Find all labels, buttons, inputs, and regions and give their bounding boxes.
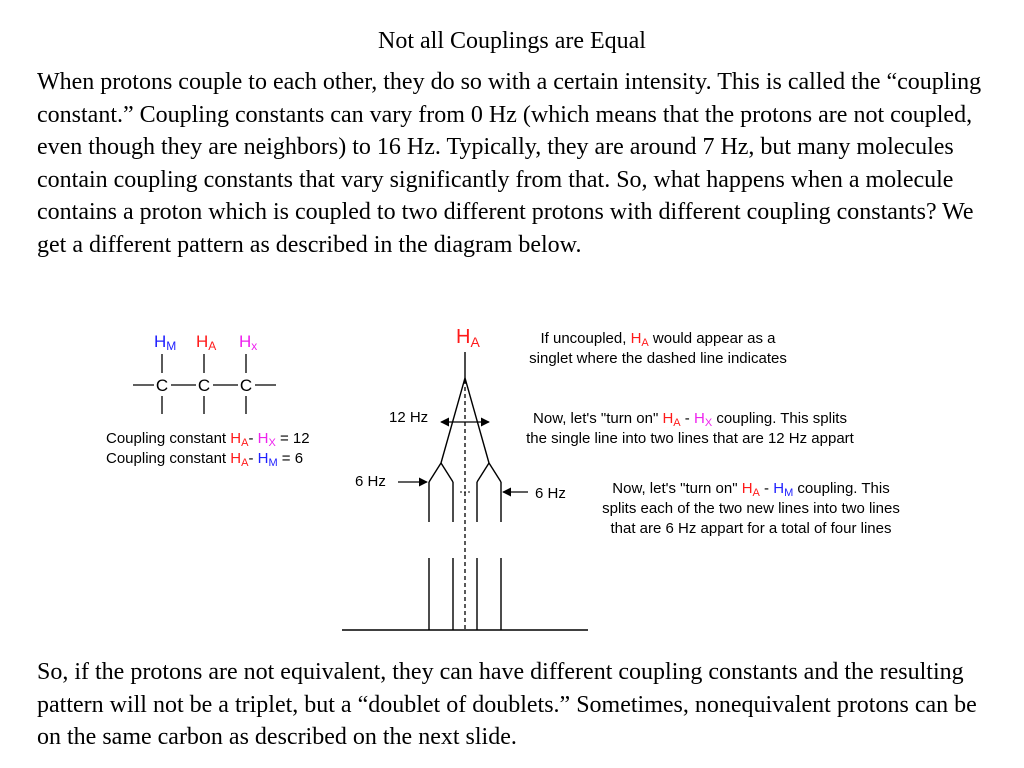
intro-paragraph: When protons couple to each other, they do so with a certain intensity. This is called the “coupling constant.” Coupling constants can vary from 0 Hz (which means that the protons are not coupled, even though they are neighbors) to 16 Hz. Typically, they are around 7 Hz, but many molecules contain coupling constants that vary significantly from that. So, what happens when a molecule contains a proton which is coupled to two different protons with different coupling constants? We get a different pattern as described in the diagram below. (37, 69, 982, 258)
label-6hz-right: 6 Hz (535, 485, 566, 502)
split-12-right (465, 378, 489, 463)
carbon-3: C (239, 376, 253, 395)
coupling-constant-am: Coupling constant $H_A-$ $H_M = 6$ (106, 450, 304, 469)
split-6-right-a (477, 463, 489, 482)
molecule-structure (106, 332, 310, 469)
slide-title: Not all Couplings are Equal (378, 28, 646, 54)
carbon-2: C (197, 376, 211, 395)
label-6hz-left: 6 Hz (355, 473, 386, 490)
coupling-constant-ax: Coupling constant $H_A-$ $H_X = 12$ (106, 430, 310, 449)
note-hm-line1: Now, let's "turn on" $H_A - H_M$ coupling. This (612, 480, 890, 499)
split-6-right-b (489, 463, 501, 482)
ha-label: HA (196, 332, 217, 353)
split-6-left-b (441, 463, 453, 482)
note-hm-line3: that are 6 Hz appart for a total of four lines (610, 520, 892, 537)
split-6-left-a (429, 463, 441, 482)
note-uncoupled-line1: If uncoupled, $H_A$ would appear as a (540, 330, 776, 349)
tree-ha-label: $H_A$ (456, 326, 480, 350)
hm-label: HM (154, 332, 177, 353)
coupling-diagram (0, 310, 1024, 650)
note-uncoupled-line2: singlet where the dashed line indicates (529, 350, 787, 367)
carbon-1: C (155, 376, 169, 395)
note-hx-line2: the single line into two lines that are 12 Hz appart (526, 430, 854, 447)
note-hm-line2: splits each of the two new lines into two lines (602, 500, 900, 517)
split-12-left (441, 378, 465, 463)
explanatory-notes (526, 330, 900, 537)
hx-label: Hx (239, 332, 258, 353)
splitting-tree (342, 326, 588, 630)
note-hx-line1: Now, let's "turn on" $H_A - H_X$ coupling. This splits (533, 410, 847, 429)
label-12hz: 12 Hz (389, 409, 429, 426)
outro-paragraph: So, if the protons are not equivalent, they can have different coupling constants and the resulting pattern will not be a triplet, but a “doublet of doublets.” Sometimes, nonequivalent protons can be on the same carbon as described on the next slide. (37, 659, 977, 750)
